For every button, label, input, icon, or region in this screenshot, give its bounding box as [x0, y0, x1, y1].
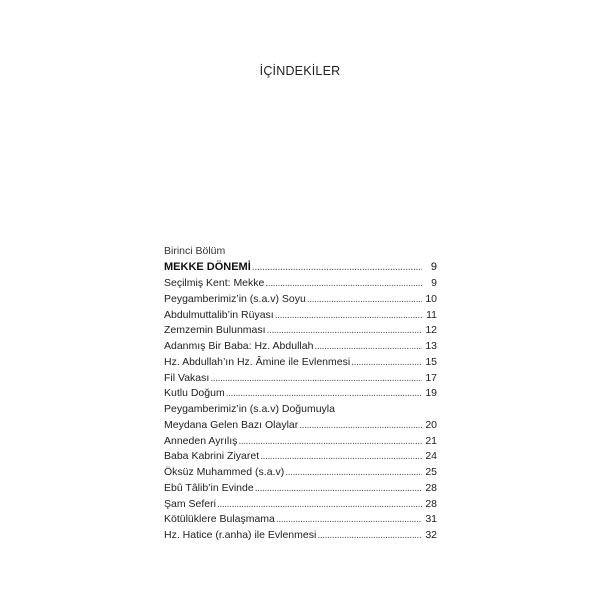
toc-entry-title: Kutlu Doğum: [164, 387, 225, 400]
toc-entry-title: Ebû Tâlib’in Evinde: [164, 481, 254, 494]
section-label: Birinci Bölüm: [164, 245, 226, 257]
toc-entry-title: Seçilmiş Kent: Mekke: [164, 277, 265, 289]
toc-entry-page: 32: [425, 529, 437, 541]
toc-entry-page: 11: [426, 308, 437, 321]
dot-leader: [226, 386, 422, 402]
dot-leader: [276, 512, 422, 528]
toc-entry-title: Anneden Ayrılış: [164, 434, 238, 447]
toc-entry-row[interactable]: [164, 308, 437, 324]
dot-leader: [275, 308, 422, 324]
dot-leader: [210, 371, 422, 387]
toc-heading-title: MEKKE DÖNEMİ: [164, 261, 251, 273]
dot-leader: [255, 481, 422, 497]
toc-entry-page: 19: [425, 387, 437, 400]
toc-entry-title-line2: Meydana Gelen Bazı Olaylar: [164, 418, 299, 431]
toc-entry-row[interactable]: [164, 465, 437, 481]
dot-leader: [317, 528, 422, 544]
toc-entry-row[interactable]: [164, 292, 437, 308]
toc-entry-page: 9: [431, 277, 437, 289]
toc-entry-title-line1: Peygamberimiz’in (s.a.v) Doğumuyla: [164, 403, 335, 415]
dot-leader: [252, 259, 422, 276]
toc-entry-row[interactable]: [164, 386, 437, 402]
toc-entry-page: 15: [425, 355, 437, 368]
toc-entry-title: Öksüz Muhammed (s.a.v): [164, 466, 285, 478]
dot-leader: [314, 339, 422, 355]
dot-leader: [285, 465, 422, 481]
toc-entry-row[interactable]: [164, 276, 437, 292]
toc-entry-row: [164, 418, 437, 434]
toc-heading-page: 9: [430, 261, 437, 273]
toc-entry-page: 17: [425, 371, 437, 384]
toc-entry-page: 20: [425, 418, 437, 431]
toc-entry-page: 13: [425, 340, 437, 352]
toc-entry-page: 10: [425, 292, 437, 305]
toc-entry-row[interactable]: [164, 355, 437, 371]
toc-entry-page: 28: [425, 481, 437, 494]
toc-entry-row[interactable]: [164, 339, 437, 355]
toc-entry-title: Adanmış Bir Baba: Hz. Abdullah: [164, 340, 314, 352]
dot-leader: [299, 418, 422, 434]
dot-leader: [307, 292, 422, 308]
toc-entry-title: Kötülüklere Bulaşmama: [164, 513, 275, 526]
toc-entry-row[interactable]: [164, 434, 437, 450]
toc-entry-page: 28: [425, 497, 437, 510]
toc-entry-row[interactable]: [164, 449, 437, 465]
toc-entry-row[interactable]: [164, 323, 437, 339]
toc-entry-row[interactable]: [164, 497, 437, 513]
toc-entry-row[interactable]: [164, 371, 437, 387]
toc-entry-row[interactable]: [164, 481, 437, 497]
toc-entry-title: Peygamberimiz’in (s.a.v) Soyu: [164, 292, 306, 305]
dot-leader: [265, 276, 422, 292]
toc-entry-row[interactable]: [164, 528, 437, 544]
toc-heading-row[interactable]: [164, 259, 437, 276]
toc-entry-title: Baba Kabrini Ziyaret: [164, 450, 260, 463]
table-of-contents: [164, 243, 437, 544]
dot-leader: [238, 434, 422, 450]
toc-entry-title: Şam Seferi: [164, 497, 216, 510]
toc-entry-page: 25: [425, 466, 437, 478]
toc-multiline-entry[interactable]: [164, 402, 437, 434]
toc-entry-title: Zemzemin Bulunması: [164, 324, 266, 337]
toc-entry-row[interactable]: [164, 512, 437, 528]
toc-entry-page: 21: [425, 434, 437, 447]
toc-entry-page: 31: [425, 513, 437, 526]
toc-entry-page: 12: [425, 324, 437, 337]
toc-entry-title: Abdulmuttalib’in Rüyası: [164, 308, 274, 321]
toc-entry-title: Hz. Hatice (r.anha) ile Evlenmesi: [164, 529, 317, 541]
dot-leader: [260, 449, 422, 465]
toc-entry-page: 24: [425, 450, 437, 463]
page-title: İÇİNDEKİLER: [259, 64, 341, 78]
dot-leader: [267, 323, 422, 339]
toc-entry-title: Hz. Abdullah’ın Hz. Âmine ile Evlenmesi: [164, 355, 351, 368]
dot-leader: [217, 497, 422, 513]
toc-entry-title: Fil Vakası: [164, 371, 210, 384]
dot-leader: [351, 355, 422, 371]
